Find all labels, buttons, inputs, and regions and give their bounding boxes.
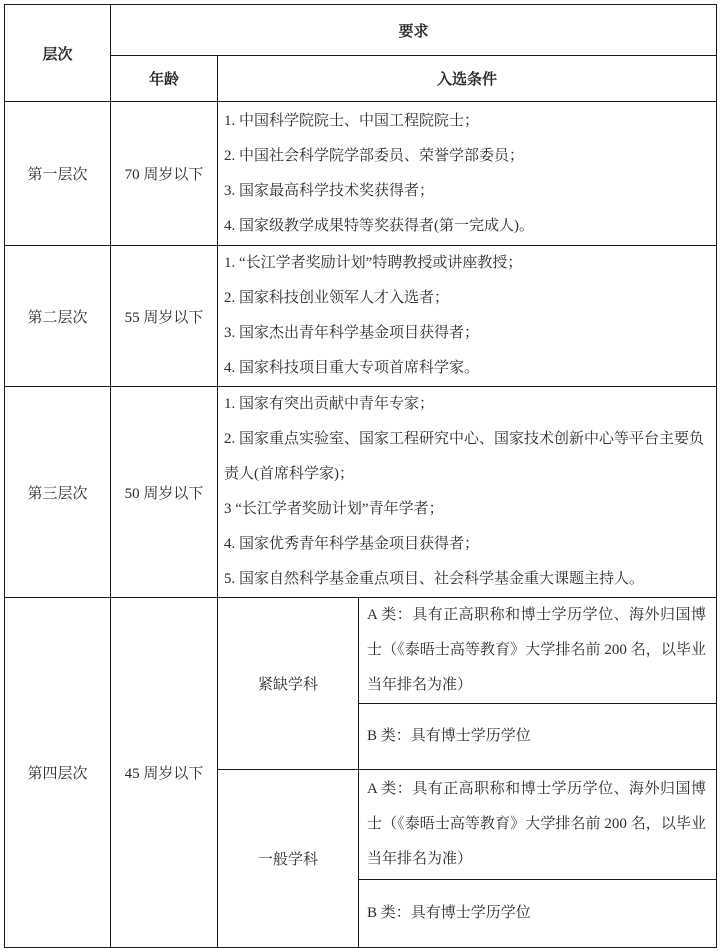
header-requirement: 要求: [111, 5, 717, 56]
table-row-level-4: [5, 598, 717, 704]
condition-item: 3 “长江学者奖励计划”青年学者；: [224, 501, 444, 517]
condition-item: 4. 国家级教学成果特等奖获得者(第一完成人)。: [224, 217, 534, 234]
table-row-level-2: [5, 246, 717, 387]
level-2-age: 55 周岁以下: [111, 246, 218, 387]
header-age: 年龄: [111, 56, 218, 102]
general-category-a: A 类：具有正高职称和博士学历学位、海外归国博士（《泰晤士高等教育》大学排名前 200 名，以毕业当年排名为准）: [359, 770, 717, 880]
header-level: 层次: [5, 5, 111, 102]
discipline-shortage: 紧缺学科: [218, 598, 359, 770]
level-1-age: 70 周岁以下: [111, 102, 218, 246]
table-row-level-3: [5, 387, 717, 598]
condition-item: 4. 国家优秀青年科学基金项目获得者；: [224, 536, 480, 552]
header-conditions: 入选条件: [218, 56, 717, 102]
level-3-age: 50 周岁以下: [111, 387, 218, 598]
discipline-general: 一般学科: [218, 770, 359, 948]
condition-item: 2. 国家重点实验室、国家工程研究中心、国家技术创新中心等平台主要负责人(首席科学家)；: [224, 431, 705, 482]
condition-item: 5. 国家自然科学基金重点项目、社会科学基金重大课题主持人。: [224, 571, 645, 587]
level-3-conditions: [218, 387, 717, 598]
level-1-name: 第一层次: [5, 102, 111, 246]
level-2-name: 第二层次: [5, 246, 111, 387]
condition-item: 1. 中国科学院院士、中国工程院院士；: [224, 112, 480, 129]
level-4-age: 45 周岁以下: [111, 598, 218, 948]
condition-item: 3. 国家最高科学技术奖获得者；: [224, 182, 435, 199]
shortage-category-b: B 类：具有博士学历学位: [359, 704, 717, 770]
condition-item: 2. 国家科技创业领军人才入选者；: [224, 290, 450, 306]
general-category-b: B 类：具有博士学历学位: [359, 880, 717, 948]
condition-item: 3. 国家杰出青年科学基金项目获得者；: [224, 325, 480, 341]
level-1-conditions: [218, 102, 717, 246]
table-row-level-1: [5, 102, 717, 246]
shortage-category-a: A 类：具有正高职称和博士学历学位、海外归国博士（《泰晤士高等教育》大学排名前 200 名，以毕业当年排名为准）: [359, 598, 717, 704]
level-2-conditions: [218, 246, 717, 387]
talent-level-table: [4, 4, 717, 948]
condition-item: 1. “长江学者奖励计划”特聘教授或讲座教授；: [224, 255, 523, 271]
condition-item: 1. 国家有突出贡献中青年专家；: [224, 396, 435, 412]
condition-item: 2. 中国社会科学院学部委员、荣誉学部委员；: [224, 147, 525, 164]
level-3-name: 第三层次: [5, 387, 111, 598]
condition-item: 4. 国家科技项目重大专项首席科学家。: [224, 360, 480, 376]
level-4-name: 第四层次: [5, 598, 111, 948]
